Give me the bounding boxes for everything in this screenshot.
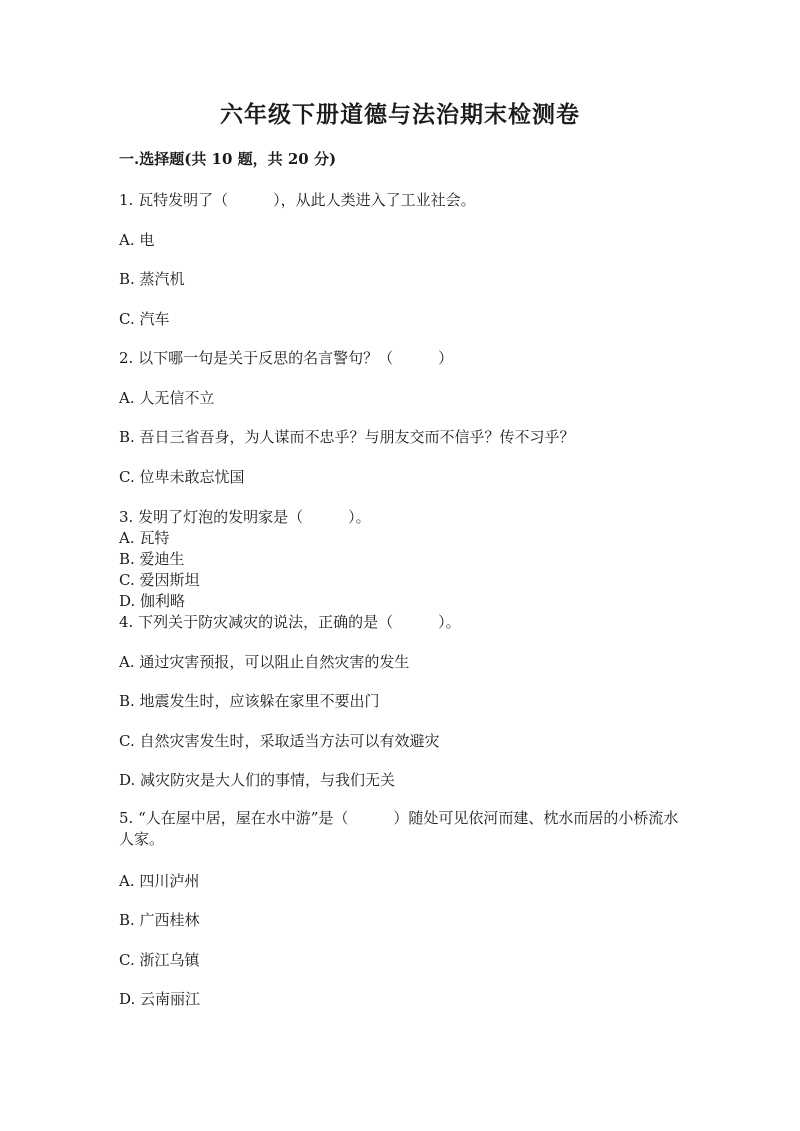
- question-5-option-d: D. 云南丽江: [119, 990, 201, 1008]
- question-2-option-b: B. 吾日三省吾身，为人谋而不忠乎？与朋友交而不信乎？传不习乎？: [119, 428, 575, 446]
- question-4-option-a: A. 通过灾害预报，可以阻止自然灾害的发生: [119, 653, 410, 671]
- question-1-option-a: A. 电: [119, 231, 155, 249]
- question-4-option-b: B. 地震发生时，应该躲在家里不要出门: [119, 692, 380, 710]
- question-4-option-c: C. 自然灾害发生时，采取适当方法可以有效避灾: [119, 732, 440, 750]
- question-5-option-a: A. 四川泸州: [119, 872, 200, 890]
- question-1-option-b: B. 蒸汽机: [119, 270, 185, 288]
- question-5-stem: 5. “人在屋中居，屋在水中游”是（ ）随处可见依河而建、枕水而居的小桥流水人家。: [119, 809, 679, 848]
- question-4-stem: 4. 下列关于防灾减灾的说法，正确的是（ ）。: [119, 613, 461, 631]
- question-2-option-c: C. 位卑未敢忘忧国: [119, 468, 245, 486]
- section-heading: 一.选择题(共 10 题，共 20 分): [119, 150, 337, 168]
- question-2-stem: 2. 以下哪一句是关于反思的名言警句？（ ）: [119, 349, 454, 367]
- page-title: 六年级下册道德与法治期末检测卷: [220, 101, 580, 128]
- question-3-option-a: A. 瓦特: [119, 529, 170, 547]
- question-4-option-d: D. 减灾防灾是大人们的事情，与我们无关: [119, 771, 396, 789]
- question-3-option-b: B. 爱迪生: [119, 550, 185, 568]
- question-5-option-c: C. 浙江乌镇: [119, 951, 200, 969]
- question-1-stem: 1. 瓦特发明了（ ），从此人类进入了工业社会。: [119, 191, 476, 209]
- question-3-option-d: D. 伽利略: [119, 592, 186, 610]
- question-2-option-a: A. 人无信不立: [119, 389, 215, 407]
- question-5-option-b: B. 广西桂林: [119, 911, 200, 929]
- question-3-stem: 3. 发明了灯泡的发明家是（ ）。: [119, 508, 371, 526]
- question-3-option-c: C. 爱因斯坦: [119, 571, 200, 589]
- question-1-option-c: C. 汽车: [119, 310, 170, 328]
